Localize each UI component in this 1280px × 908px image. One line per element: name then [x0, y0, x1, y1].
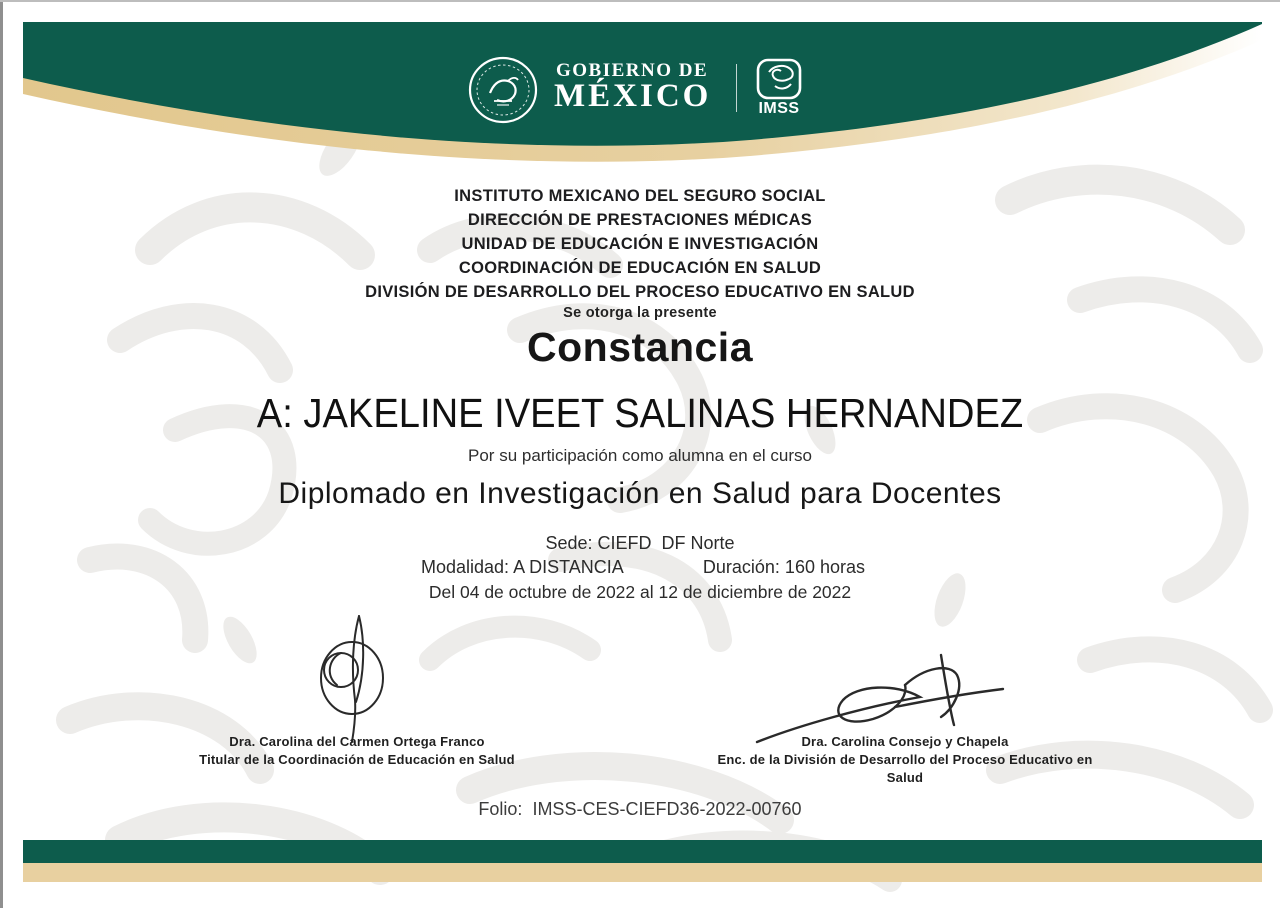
course-dates: Del 04 de octubre de 2022 al 12 de diciembre de 2022 — [428, 582, 852, 602]
folio-value: IMSS-CES-CIEFD36-2022-00760 — [532, 799, 802, 819]
mexico-coat-of-arms-seal-icon — [466, 55, 540, 125]
institution-line: DIVISIÓN DE DESARROLLO DEL PROCESO EDUCATIVO EN SALUD — [365, 283, 915, 301]
signatory-right-title: Enc. de la División de Desarrollo del Proceso Educativo en Salud — [717, 752, 1093, 785]
signatory-right-name: Dra. Carolina Consejo y Chapela — [801, 734, 1009, 749]
institution-line: UNIDAD DE EDUCACIÓN E INVESTIGACIÓN — [461, 235, 819, 253]
imss-logo-icon — [755, 58, 803, 100]
award-title: Constancia — [527, 324, 753, 370]
signatory-left-title: Titular de la Coordinación de Educación en Salud — [199, 752, 515, 767]
course-sede: Sede: CIEFD DF Norte — [545, 533, 735, 553]
folio-label: Folio: — [478, 799, 523, 819]
signature-left-handwriting — [295, 608, 425, 748]
institution-line: COORDINACIÓN DE EDUCACIÓN EN SALUD — [458, 259, 822, 277]
brand-line-gobierno: GOBIERNO DE — [556, 60, 709, 81]
course-meta-row — [421, 557, 865, 578]
screen-edge-top — [0, 0, 1280, 2]
course-duracion: Duración: 160 horas — [702, 557, 865, 577]
institution-line: INSTITUTO MEXICANO DEL SEGURO SOCIAL — [454, 187, 826, 205]
footer-tan-band — [23, 863, 1262, 882]
award-intro: Se otorga la presente — [563, 305, 717, 321]
folio-line — [0, 799, 1280, 820]
imss-wordmark: IMSS — [758, 100, 800, 117]
brand-line-mexico: MÉXICO — [554, 78, 712, 114]
institution-heading — [0, 184, 1280, 304]
course-modalidad: Modalidad: A DISTANCIA — [421, 557, 624, 577]
recipient-name: A: JAKELINE IVEET SALINAS HERNANDEZ — [256, 390, 1024, 436]
signatory-left-name: Dra. Carolina del Carmen Ortega Franco — [229, 734, 485, 749]
institution-line: DIRECCIÓN DE PRESTACIONES MÉDICAS — [467, 211, 813, 229]
signatory-left — [157, 733, 557, 769]
course-title: Diplomado en Investigación en Salud para Docentes — [278, 477, 1002, 510]
footer-green-band — [23, 840, 1262, 863]
signatory-right — [705, 733, 1105, 787]
participation-text: Por su participación como alumna en el curso — [468, 446, 812, 465]
brand-divider — [736, 64, 737, 112]
